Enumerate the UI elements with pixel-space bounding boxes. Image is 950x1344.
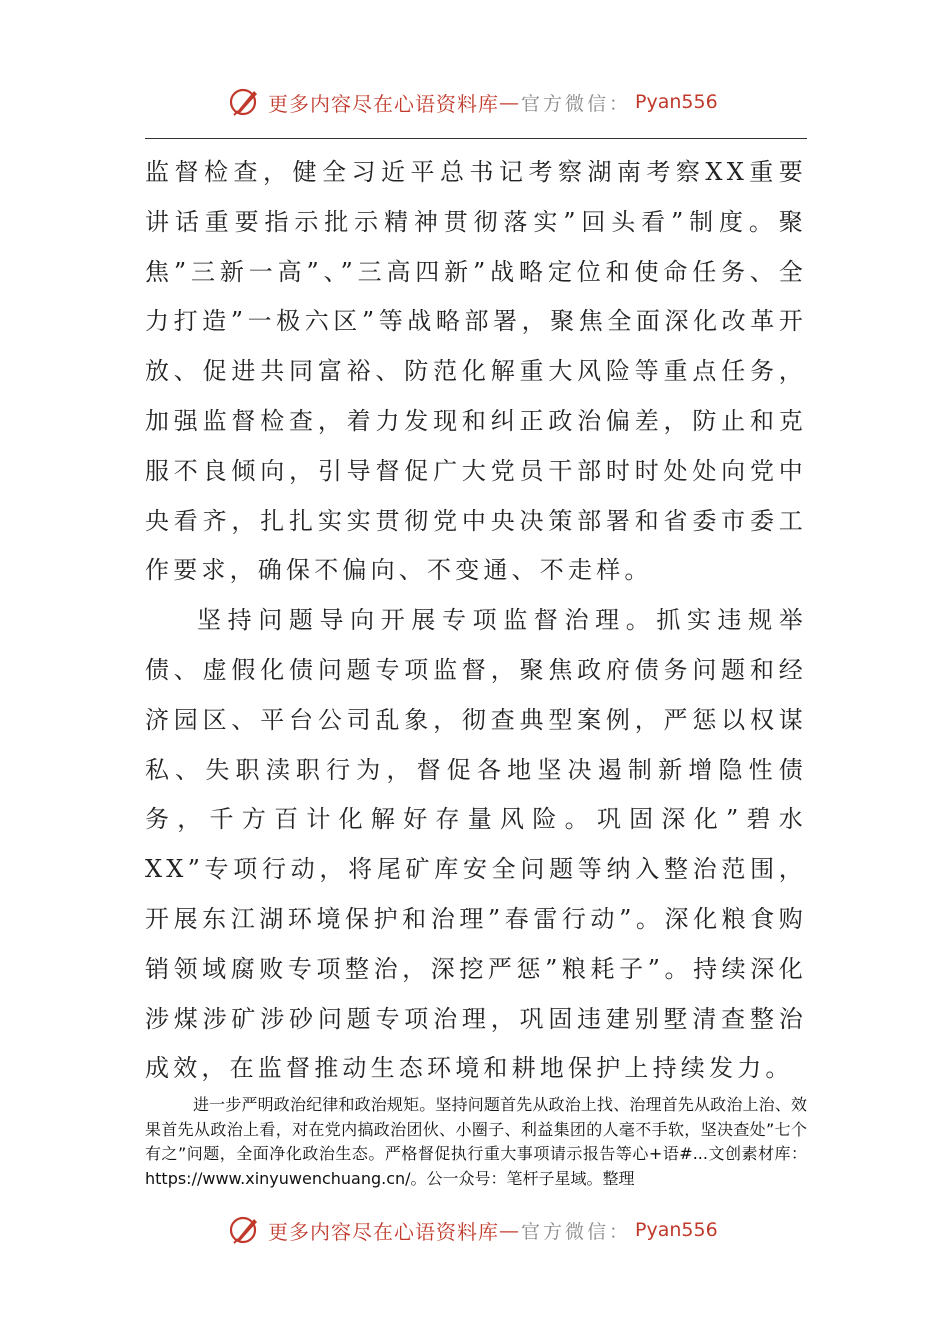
footer-banner bbox=[228, 1210, 728, 1250]
banner-separator: — bbox=[499, 90, 519, 114]
feather-pen-logo-icon bbox=[228, 85, 262, 119]
header-banner bbox=[228, 82, 728, 122]
header-rule bbox=[145, 138, 807, 139]
banner-wechat-id: Pyan556 bbox=[635, 91, 718, 113]
document-body bbox=[145, 148, 807, 1094]
banner-text: 更多内容尽在心语资料库 bbox=[268, 91, 499, 116]
banner-wechat-label: 官方微信： bbox=[521, 1220, 632, 1243]
banner-separator: — bbox=[499, 1218, 519, 1242]
banner-wechat-id: Pyan556 bbox=[635, 1219, 718, 1241]
small-text-block bbox=[145, 1093, 807, 1191]
feather-pen-logo-icon bbox=[228, 1213, 262, 1247]
body-paragraph-2: 坚持问题导向开展专项监督治理。抓实违规举债、虚假化债问题专项监督，聚焦政府债务问题和经济园区、平台公司乱象，彻查典型案例，严惩以权谋私、失职渎职行为，督促各地坚决遏制新增隐性债务，千方百计化解好存量风险。巩固深化”碧水XX”专项行动，将尾矿库安全问题等纳入整治范围，开展东江湖环境保护和治理”春雷行动”。深化粮食购销领域腐败专项整治，深挖严惩”粮耗子”。持续深化涉煤涉矿涉砂问题专项治理，巩固违建别墅清查整治成效，在监督推动生态环境和耕地保护上持续发力。 bbox=[145, 606, 807, 1083]
banner-wechat-label: 官方微信： bbox=[521, 92, 632, 115]
banner-text: 更多内容尽在心语资料库 bbox=[268, 1219, 499, 1244]
body-paragraph-1: 监督检查，健全习近平总书记考察湖南考察XX重要讲话重要指示批示精神贯彻落实”回头看”制度。聚焦”三新一高”、”三高四新”战略定位和使命任务、全力打造”一极六区”等战略部署，聚焦全面深化改革开放、促进共同富裕、防范化解重大风险等重点任务，加强监督检查，着力发现和纠正政治偏差，防止和克服不良倾向，引导督促广大党员干部时时处处向党中央看齐，扎扎实实贯彻党中央决策部署和省委市委工作要求，确保不偏向、不变通、不走样。 bbox=[145, 158, 807, 585]
small-paragraph: 进一步严明政治纪律和政治规矩。坚持问题首先从政治上找、治理首先从政治上治、效果首先从政治上看，对在党内搞政治团伙、小圈子、利益集团的人毫不手软，坚决查处”七个有之”问题，全面净化政治生态。严格督促执行重大事项请示报告等心+语#...文创素材库：https://www.xinyuwenchuang.cn/。公一众号：笔杆子星域。整理 bbox=[145, 1095, 807, 1188]
